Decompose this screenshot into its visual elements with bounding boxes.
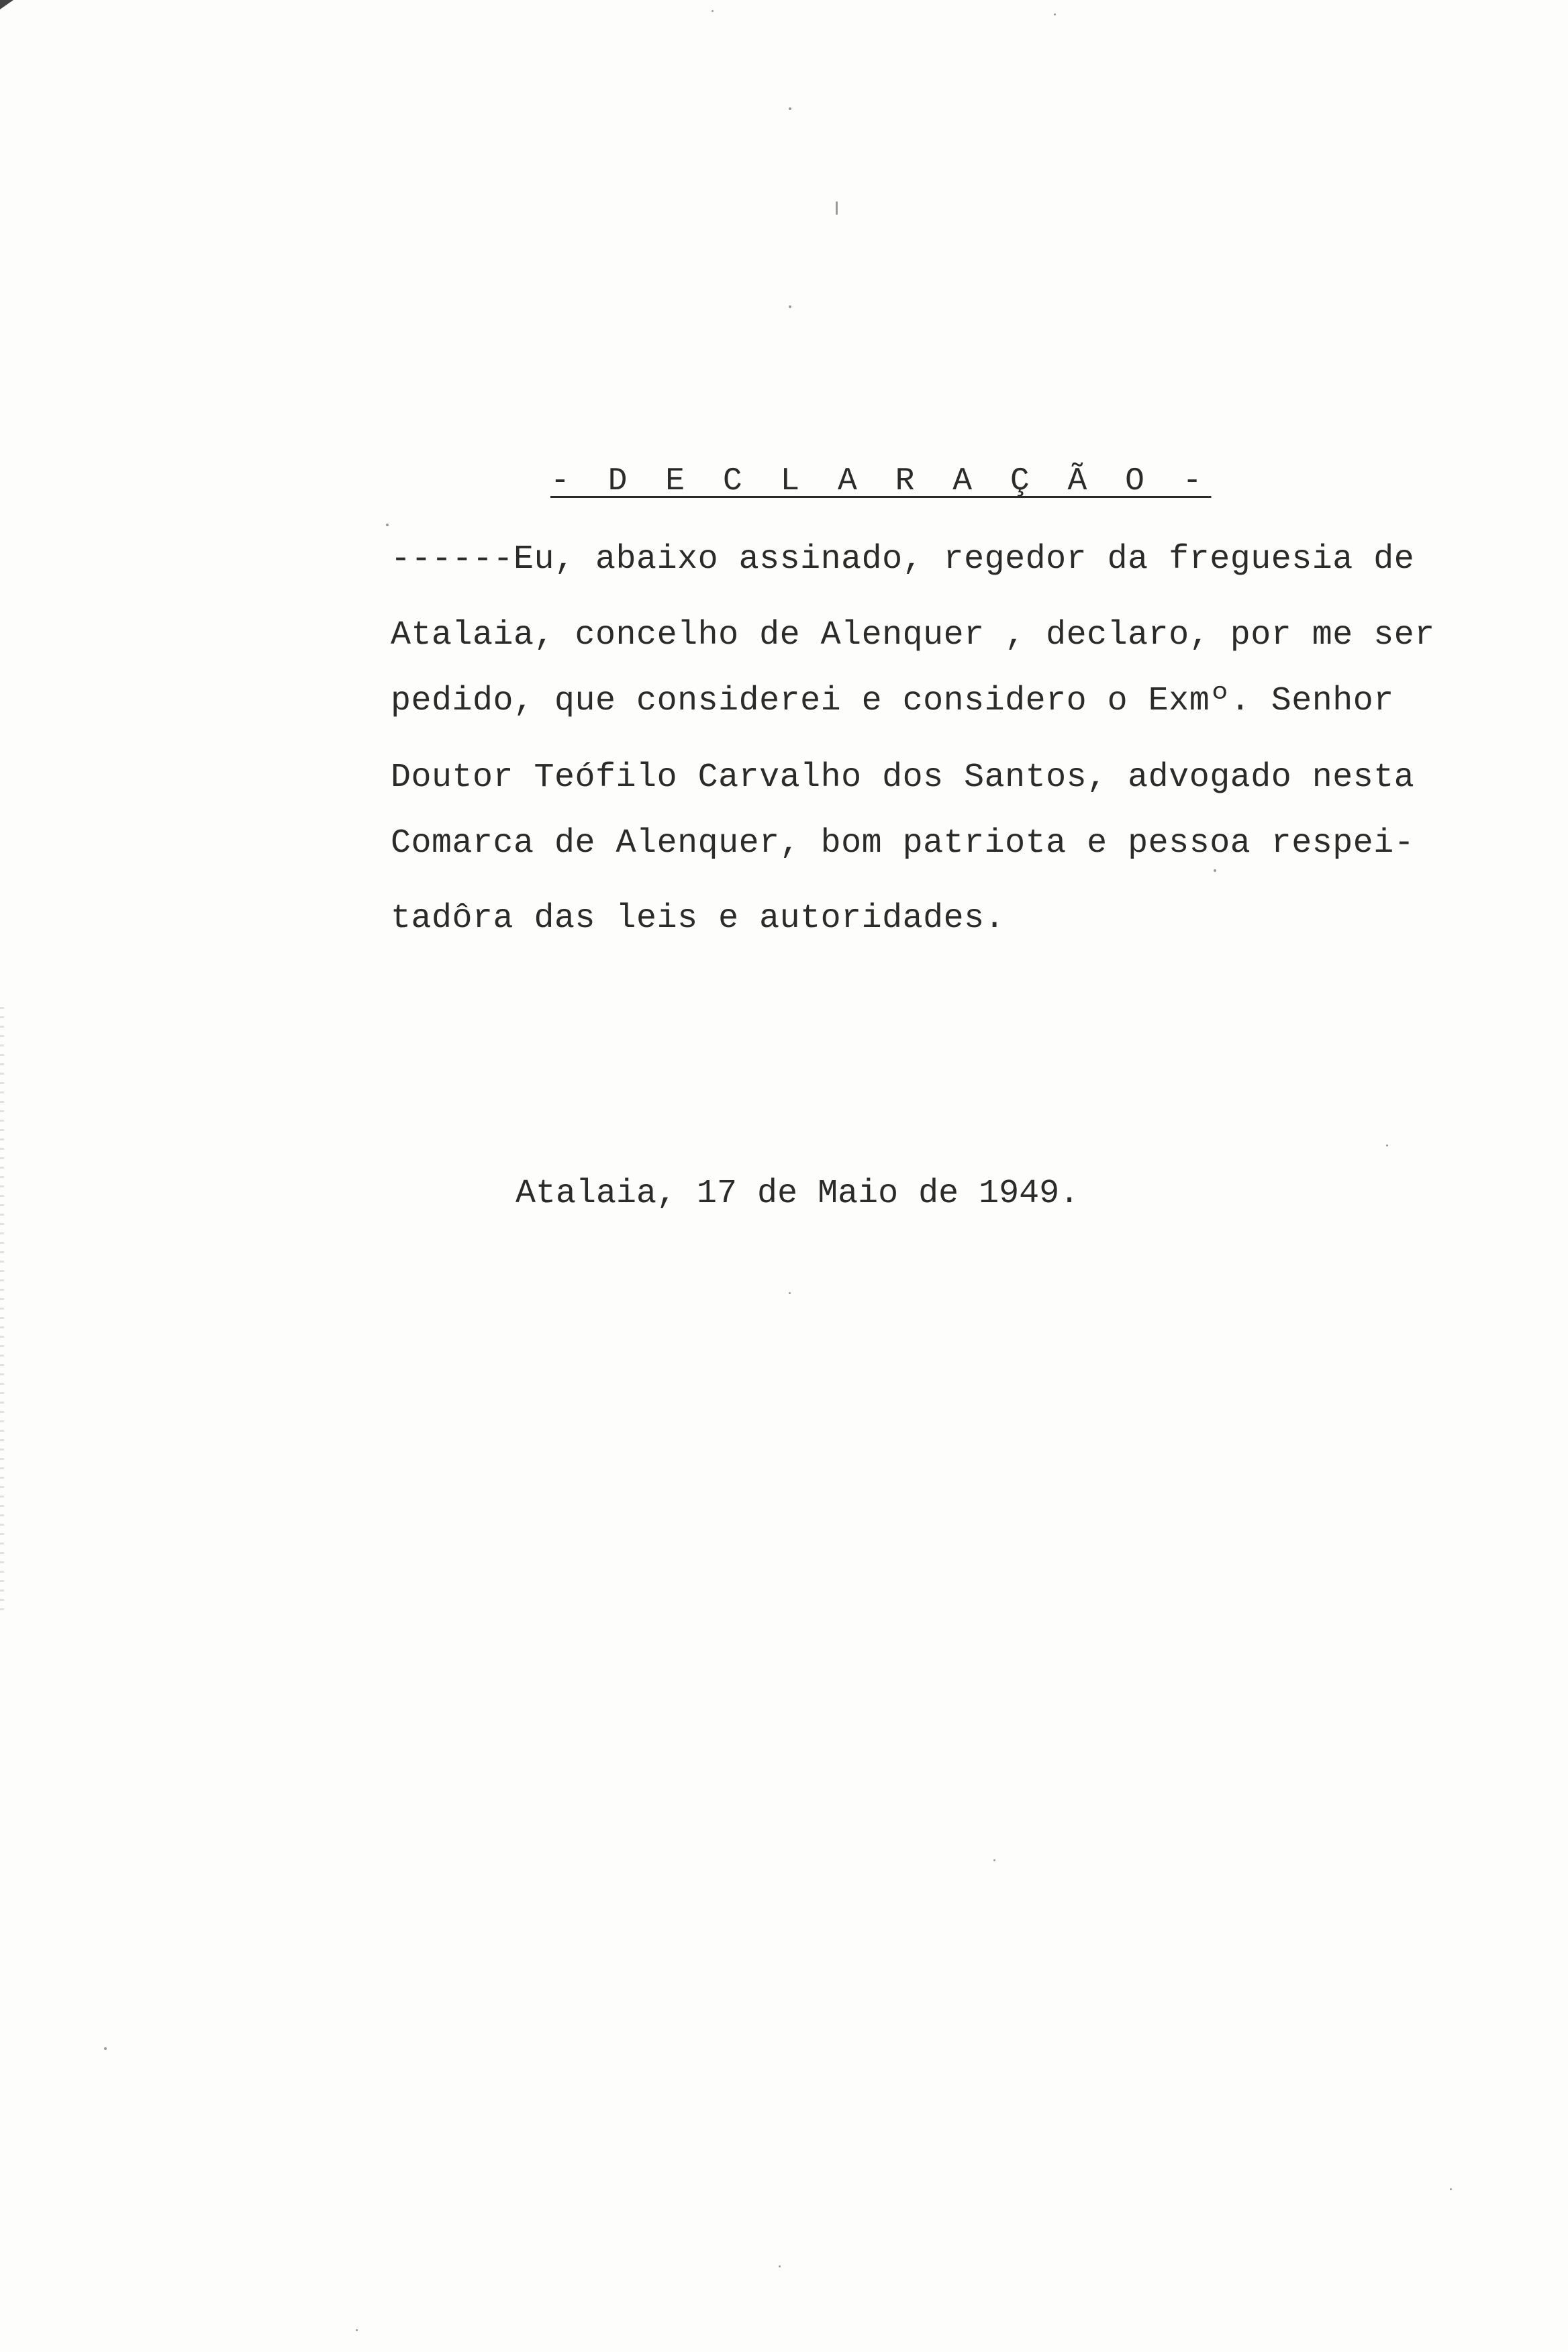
scan-speck (712, 10, 714, 12)
scan-speck (386, 524, 389, 526)
date-line: Atalaia, 17 de Maio de 1949. (516, 1175, 1080, 1213)
scan-speck (356, 2329, 358, 2331)
scan-speck (993, 1859, 995, 1861)
body-line-2: Atalaia, concelho de Alenquer , declaro, por me ser (391, 616, 1435, 654)
scan-speck (1214, 869, 1216, 872)
scan-corner-mark (0, 0, 13, 9)
scan-speck (779, 2265, 781, 2267)
scan-speck (836, 201, 838, 215)
body-line-6: tadôra das leis e autoridades. (391, 899, 1006, 938)
scan-speck (1054, 13, 1056, 15)
scan-speck (104, 2047, 107, 2050)
scan-speck (1450, 2188, 1452, 2190)
body-line-5: Comarca de Alenquer, bom patriota e pessoa respei- (391, 824, 1415, 863)
body-line-1: ------Eu, abaixo assinado, regedor da freguesia de (391, 540, 1415, 579)
document-title: - D E C L A R A Ç Ã O - (550, 463, 1212, 499)
body-line-3: pedido, que considerei e considero o Exmº. Senhor (391, 682, 1394, 720)
scan-speck (1386, 1144, 1388, 1146)
scan-edge-noise (0, 1007, 4, 1611)
body-line-4: Doutor Teófilo Carvalho dos Santos, advogado nesta (391, 758, 1415, 797)
scan-speck (789, 1292, 791, 1294)
scan-speck (789, 305, 791, 308)
scan-speck (789, 107, 791, 110)
